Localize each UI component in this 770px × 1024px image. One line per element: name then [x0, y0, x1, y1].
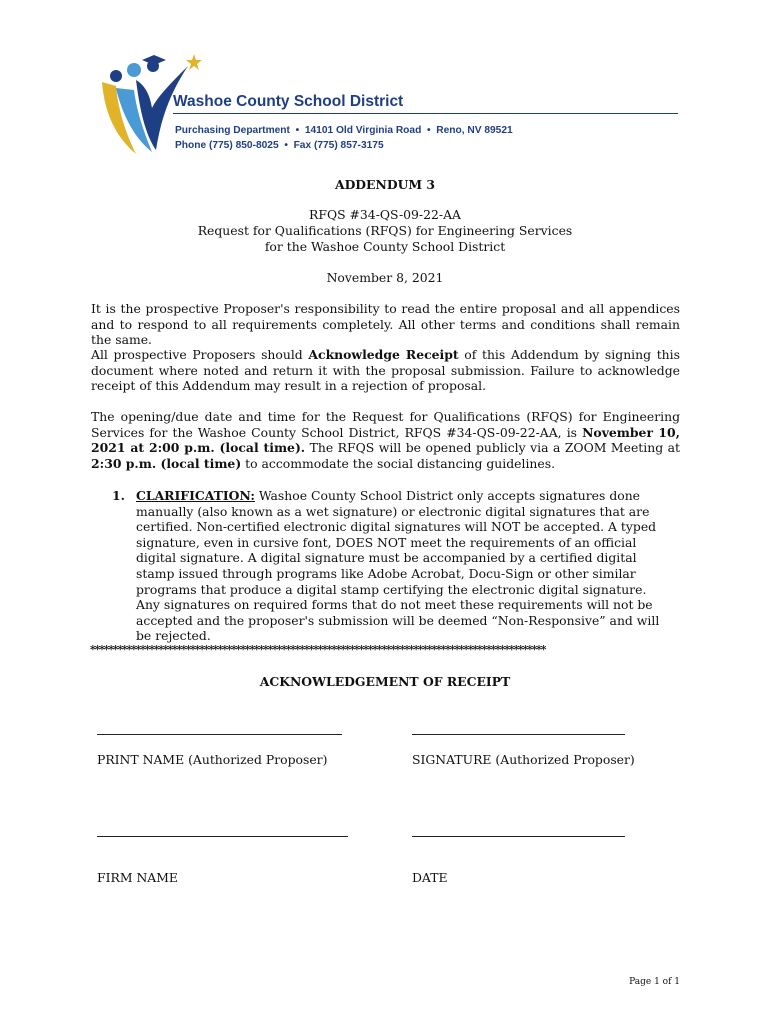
logo-rule: [173, 113, 678, 114]
para3-text-e: to accommodate the social distancing guidelines.: [241, 455, 556, 471]
district-name: Washoe County School District: [173, 93, 404, 110]
due-date-bold: November 10, 2021 at 2:00 p.m. (local time).: [91, 424, 680, 456]
para3-text-a: The opening/due date and time for the Request for Qualifications (RFQS) for Engineering Services for the Washoe County School District, RFQS #34-QS-09-22-AA, is: [91, 409, 680, 440]
asterisk-separator: ****************************************************************************************************: [90, 645, 546, 655]
clarification-number: 1.: [112, 488, 125, 503]
para2-text-pre: All prospective Proposers should: [91, 347, 309, 362]
document-title: ADDENDUM 3: [334, 177, 436, 192]
paragraph-acknowledge: [91, 347, 680, 394]
paragraph-opening-date: [91, 409, 680, 471]
signature-line[interactable]: [412, 734, 625, 735]
contact-line-1: [175, 125, 513, 136]
firm-name-line[interactable]: [97, 836, 348, 837]
zoom-time-bold: 2:30 p.m. (local time): [91, 455, 242, 471]
rfqs-number: RFQS #34-QS-09-22-AA: [309, 207, 461, 222]
logo-graduation-cap-icon: [142, 55, 166, 65]
rfqs-subtitle-2: for the Washoe County School District: [264, 239, 506, 254]
purchasing-department: Purchasing Department: [175, 125, 290, 136]
document-date: November 8, 2021: [326, 270, 444, 285]
separator-dot: •: [426, 125, 431, 136]
paragraph-responsibility: It is the prospective Proposer's responsibility to read the entire proposal and all appendices and to respond to all requirements completely. All other terms and conditions shall remain the same.: [91, 301, 680, 348]
firm-name-label: FIRM NAME: [97, 870, 178, 885]
para3-text-c: The RFQS will be opened publicly via a ZOOM Meeting at: [305, 440, 680, 456]
separator-dot: •: [295, 125, 300, 136]
street-address: 14101 Old Virginia Road: [304, 125, 422, 136]
date-line[interactable]: [412, 836, 625, 837]
page-number: Page 1 of 1: [629, 977, 680, 987]
clarification-text: Washoe County School District only accepts signatures done manually (also known as a wet signature) or electronic digital signatures that are certified. Non-certified electronic digital signatures will NOT be accepted. A typed signature, even in cursive font, DOES NOT meet the requirements of an official digital signature. A digital signature must be accompanied by a certified digital stamp issued through programs like Adobe Acrobat, Docu-Sign or other similar programs that produce a digital stamp certifying the electronic digital signature. Any signatures on required forms that do not meet these requirements will not be accepted and the proposer's submission will be deemed “Non-Responsive” and will be rejected.: [136, 488, 660, 644]
logo-head-left-icon: [110, 70, 122, 82]
clarification-item: [136, 488, 674, 644]
contact-line-2: [175, 140, 384, 151]
fax-number: Fax (775) 857-3175: [293, 140, 384, 151]
para2-text-post: of this Addendum by signing this document where noted and return it with the proposal submission. Failure to acknowledge receipt of this Addendum may result in a rejection of proposal.: [91, 347, 680, 394]
date-label: DATE: [412, 870, 448, 885]
city-state-zip: Reno, NV 89521: [436, 125, 513, 136]
acknowledge-receipt-bold: Acknowledge Receipt: [308, 347, 459, 362]
clarification-label: CLARIFICATION:: [136, 488, 255, 503]
separator-dot: •: [284, 140, 288, 151]
print-name-label: PRINT NAME (Authorized Proposer): [97, 752, 328, 767]
acknowledgement-title: ACKNOWLEDGEMENT OF RECEIPT: [259, 674, 511, 689]
logo-star-icon: [186, 54, 202, 70]
logo-head-mid-icon: [127, 63, 141, 77]
print-name-line[interactable]: [97, 734, 342, 735]
signature-label: SIGNATURE (Authorized Proposer): [412, 752, 635, 767]
rfqs-subtitle-1: Request for Qualifications (RFQS) for Engineering Services: [197, 223, 573, 238]
phone-number: Phone (775) 850-8025: [175, 140, 279, 151]
